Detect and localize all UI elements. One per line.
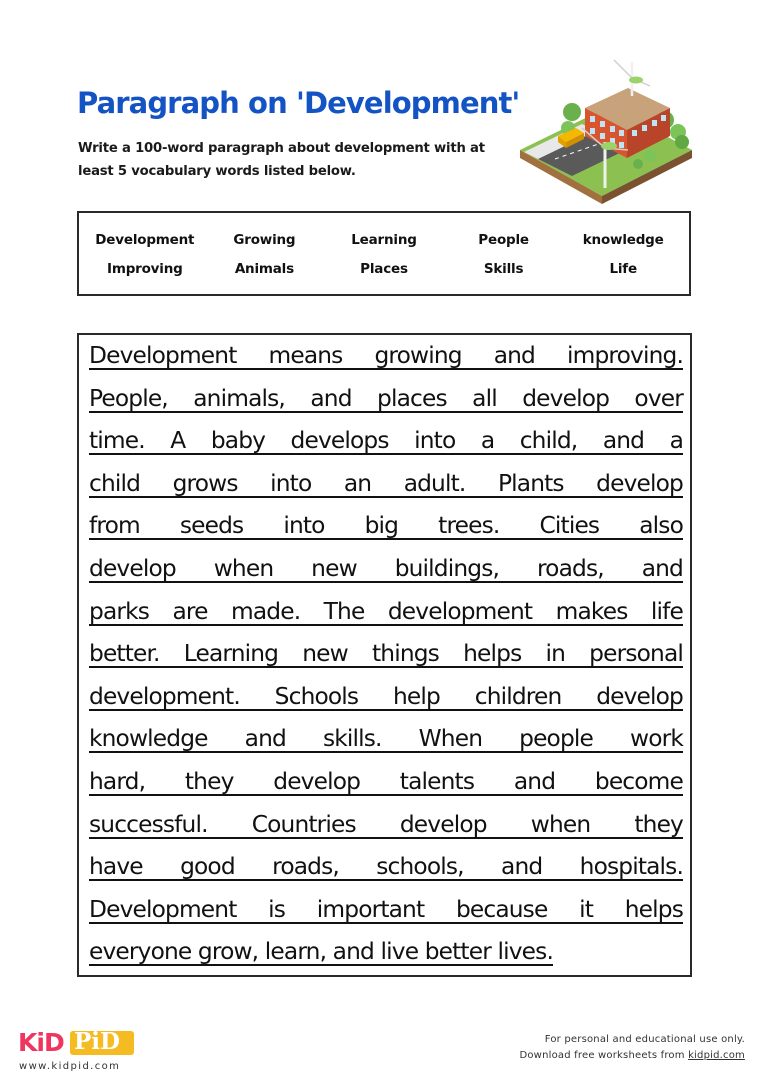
vocab-word: Life — [609, 260, 637, 277]
logo-pid-text: PiD — [74, 1028, 120, 1055]
vocab-word: People — [478, 231, 529, 248]
paragraph-line: better. Learning new things helps in personal — [89, 640, 683, 668]
logo-kid-text: KiD — [18, 1028, 64, 1057]
paragraph-line: development. Schools help children develop — [89, 682, 683, 710]
footer-download-note — [519, 1048, 745, 1064]
logo-url[interactable]: www.kidpid.com — [19, 1061, 121, 1072]
vocabulary-grid — [79, 213, 689, 294]
paragraph-line: successful. Countries develop when they — [89, 810, 683, 838]
footer-download-prefix: Download free worksheets from — [519, 1050, 689, 1061]
paragraph-line: child grows into an adult. Plants develop — [89, 469, 683, 497]
vocab-word: Development — [95, 231, 195, 248]
paragraph-line: knowledge and skills. When people work — [89, 725, 683, 753]
city-development-illustration — [510, 58, 700, 208]
paragraph-line: everyone grow, learn, and live better lives. — [89, 938, 553, 966]
vocab-word: Places — [360, 260, 408, 277]
vocab-word: Skills — [483, 260, 524, 277]
paragraph-line: Development means growing and improving. — [89, 342, 683, 369]
vocab-word: knowledge — [582, 231, 664, 248]
paragraph-line: from seeds into big trees. Cities also — [89, 512, 683, 540]
paragraph-line: time. A baby develops into a child, and a — [89, 427, 683, 455]
paragraph-line: parks are made. The development makes life — [89, 597, 683, 625]
paragraph-line: develop when new buildings, roads, and — [89, 554, 683, 582]
paragraph-line: have good roads, schools, and hospitals. — [89, 853, 683, 881]
paragraph-line: hard, they develop talents and become — [89, 767, 683, 795]
paragraph-line: People, animals, and places all develop over — [89, 384, 683, 412]
footer-usage-note: For personal and educational use only. — [544, 1034, 745, 1045]
paragraph-line: Development is important because it helps — [89, 895, 683, 923]
page-title: Paragraph on 'Development' — [77, 86, 520, 120]
instructions-text: Write a 100-word paragraph about development with at least 5 vocabulary words listed below. — [78, 141, 485, 179]
vocab-word: Improving — [107, 260, 183, 277]
vocab-word: Learning — [351, 231, 417, 248]
vocab-word: Animals — [234, 260, 294, 277]
paragraph-box — [77, 333, 692, 977]
footer-note — [519, 1032, 745, 1064]
footer-kidpid-link[interactable]: kidpid.com — [688, 1050, 745, 1061]
kidpid-logo[interactable] — [18, 1028, 128, 1074]
paragraph-text — [89, 335, 683, 974]
vocabulary-box — [77, 211, 691, 296]
vocab-word: Growing — [233, 231, 296, 248]
